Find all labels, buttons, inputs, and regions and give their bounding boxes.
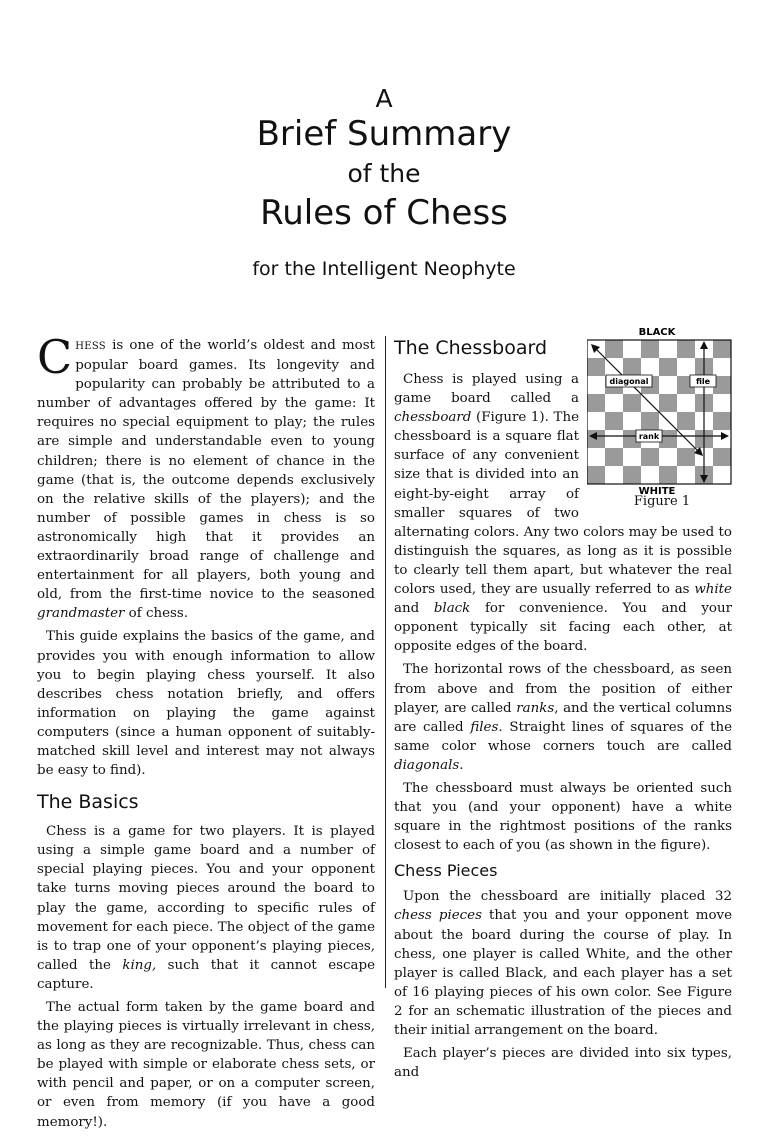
pc-p1-em: chess pieces [394, 908, 482, 924]
right-column [394, 327, 733, 1086]
intro-paragraph [37, 330, 375, 623]
cb-p1-em-chessboard: chessboard [394, 410, 472, 426]
board-square [587, 358, 605, 376]
board-square [677, 340, 695, 358]
basics-paragraph-2: The actual form taken by the game board and the playing pieces is virtually irrelevant in chess, as long as they are recognizable. Thus, chess can be played with simple or elaborate chess sets, or with pencil and paper, or on a computer screen, or even from memory (if you have a good memory!). [37, 1000, 375, 1130]
label-black: BLACK [638, 327, 676, 338]
board-square [713, 466, 731, 484]
board-square [623, 358, 641, 376]
title-line-a: A [375, 84, 393, 113]
section-heading-chessboard: The Chessboard [394, 337, 548, 359]
board-square [677, 394, 695, 412]
board-square [713, 448, 731, 466]
basics-p1-text-a: Chess is a game for two players. It is played using a simple game board and a number of special playing pieces. You and your opponent take turns moving pieces around the board to play the game, according to specific rules of movement for each piece. The object of the game is to trap one of your opponent’s playing pieces, called the [37, 824, 375, 973]
cb-p1-text-b: (Figure 1). The chessboard is a square flat surface of any convenient size that is divided into an eight-by-eight array of smaller squares of two alternating colors. Any two colors may be used to distinguish the squares, as long as it is possible to clearly tell them apart, but whatever the real colors used, they are usually referred to as [394, 410, 732, 598]
chessboard-diagram [587, 324, 737, 494]
board-square [605, 466, 623, 484]
board-square [587, 448, 605, 466]
pc-p1-text-b: that you and your opponent move about the board during the course of play. In chess, one player is called White, and the other player is called Black, and each player has a set of 16 playing pieces of his own color. See Figure 2 for an schematic illustration of the pieces and their initial arrangement on the board. [394, 908, 733, 1038]
board-square [623, 340, 641, 358]
board-square [641, 358, 659, 376]
column-divider [385, 336, 386, 988]
title-line-brief-summary: Brief Summary [256, 114, 512, 154]
intro-smallcaps: HESS [75, 341, 106, 352]
basics-paragraph-1 [37, 822, 375, 994]
label-white: WHITE [638, 486, 676, 494]
cb-p1-text-d: for convenience. You and your opponent typically sit facing each other, at opposite edges of the board. [394, 601, 732, 655]
basics-p1-text-b: such that it cannot escape capture. [37, 957, 375, 992]
board-square [605, 448, 623, 466]
cb-p2-em-files: files [470, 719, 499, 735]
board-square [659, 466, 677, 484]
pieces-paragraph-2: Each player’s pieces are divided into six types, and [394, 1046, 732, 1081]
board-square [641, 340, 659, 358]
board-square [659, 394, 677, 412]
drop-cap: C [37, 330, 73, 384]
board-square [587, 376, 605, 394]
left-column [37, 330, 375, 1136]
board-square [587, 412, 605, 430]
board-square [641, 466, 659, 484]
board-square [677, 358, 695, 376]
title-line-of-the: of the [347, 159, 421, 188]
board-square [677, 412, 695, 430]
board-square [623, 394, 641, 412]
board-square [713, 340, 731, 358]
board-square [659, 448, 677, 466]
file-label: file [695, 377, 711, 386]
cb-p1-text-c: and [394, 601, 434, 617]
board-square [605, 394, 623, 412]
board-square [605, 340, 623, 358]
cb-p1-text-a: Chess is played using a game board called a [394, 372, 579, 407]
board-square [659, 340, 677, 358]
board-square [713, 358, 731, 376]
chessboard-paragraph-3: The chessboard must always be oriented such that you (and your opponent) have a white square in the rightmost positions of the ranks closest to each of you (as shown in the figure). [394, 780, 732, 854]
rank-label: rank [638, 432, 660, 441]
cb-p2-text-d: . [459, 757, 464, 773]
chessboard-paragraph-2 [394, 660, 732, 775]
cb-p2-em-diagonals: diagonals [394, 757, 460, 773]
board-square [605, 430, 623, 448]
board-square [587, 466, 605, 484]
board-square [605, 412, 623, 430]
figure-caption: Figure 1 [633, 494, 691, 509]
cb-p2-text-a: The horizontal rows of the chessboard, as seen from above and from the position of either player, are called [394, 662, 732, 716]
board-square [623, 466, 641, 484]
board-square [641, 412, 659, 430]
section-heading-chess-pieces: Chess Pieces [394, 861, 498, 881]
intro-em: grandmaster [37, 606, 125, 622]
cb-p1-em-black: black [433, 601, 471, 617]
board-square [623, 412, 641, 430]
cb-p2-text-b: , and the vertical columns are called [394, 700, 732, 735]
cb-p2-em-ranks: ranks [516, 700, 555, 716]
board-square [713, 412, 731, 430]
intro-text: is one of the world’s oldest and most popular board games. Its longevity and popularity can probably be attributed to a number of advantages offered by the game: It requires no special equipment to play; the rules are simple and understandable even to young children; there is no element of chance in the game (that is, the outcome depends exclusively on the relative skills of the players); and the number of possible games in chess is so astronomically high that it provides an extraordinarily broad range of challenge and entertainment for all players, both young and old, from the first-time novice to the seasoned [37, 338, 375, 603]
subtitle: for the Intelligent Neophyte [252, 258, 516, 280]
board-square [677, 466, 695, 484]
cb-p1-em-white: white [694, 582, 732, 598]
board-square [713, 394, 731, 412]
board-square [659, 358, 677, 376]
board-square [641, 448, 659, 466]
board-square [587, 394, 605, 412]
section-heading-basics: The Basics [37, 791, 139, 814]
title-line-rules-of-chess: Rules of Chess [260, 193, 508, 233]
guide-paragraph: This guide explains the basics of the game, and provides you with enough information to allow you to begin playing chess yourself. It also describes chess notation briefly, and offers information on playing the game against computers (since a human opponent of suitably-matched skill level and interest may not always be easy to find). [37, 629, 375, 779]
intro-end: of chess. [124, 606, 189, 622]
cb-p2-text-c: . Straight lines of squares of the same color whose corners touch are called [394, 719, 732, 754]
figure-1 [587, 324, 737, 510]
pieces-paragraph-1 [394, 887, 732, 1040]
basics-p1-em: king, [122, 957, 157, 973]
board-square [623, 448, 641, 466]
board-square [659, 376, 677, 394]
pc-p1-text-a: Upon the chessboard are initially placed 32 [403, 889, 732, 905]
board-square [677, 448, 695, 466]
diagonal-label: diagonal [609, 377, 649, 386]
